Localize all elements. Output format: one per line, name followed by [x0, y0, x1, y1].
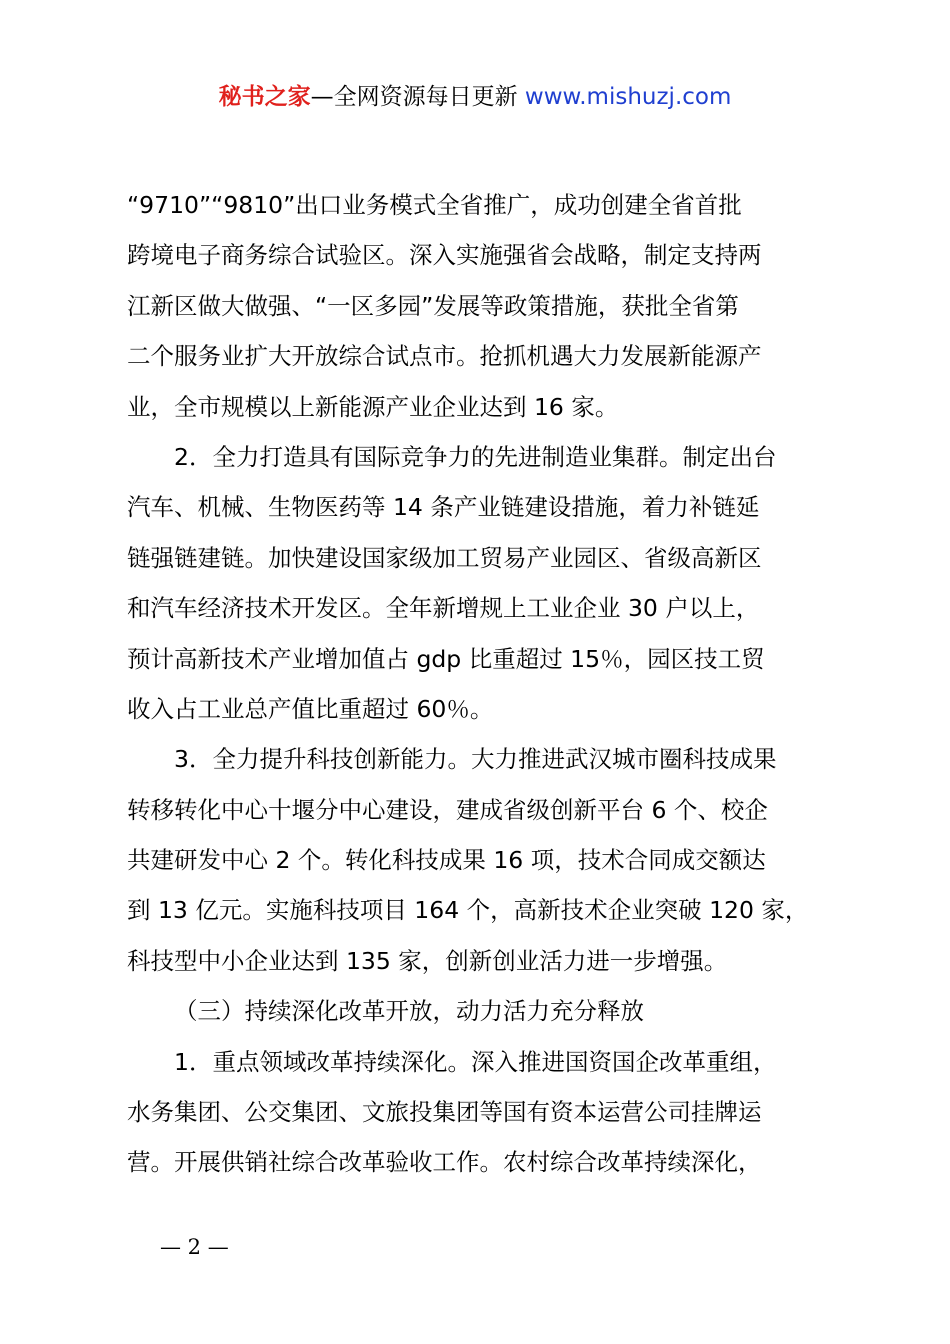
section-item-1-heading: 1．重点领域改革持续深化。深入推进国资国企改革重组， [174, 1047, 777, 1076]
body-line: “9710”“9810”出口业务模式全省推广，成功创建全省首批 [127, 191, 742, 219]
section-item-2-heading: 2．全力打造具有国际竞争力的先进制造业集群。制定出台 [174, 442, 777, 471]
body-line: 二个服务业扩大开放综合试点市。抢抓机遇大力发展新能源产 [127, 342, 762, 371]
site-url[interactable]: www.mishuzj.com [524, 84, 732, 110]
body-line: 汽车、机械、生物医药等 14 条产业链建设措施，着力补链延 [127, 493, 760, 522]
page-number: — 2 — [160, 1235, 229, 1259]
body-line: 预计高新技术产业增加值占 gdp 比重超过 15％，园区技工贸 [127, 644, 765, 673]
body-line: 水务集团、公交集团、文旅投集团等国有资本运营公司挂牌运 [127, 1098, 762, 1127]
body-line: 和汽车经济技术开发区。全年新增规上工业企业 30 户以上， [127, 594, 760, 623]
header-tagline: —全网资源每日更新 [310, 84, 525, 110]
document-body [127, 180, 857, 1188]
section-item-3-heading: 3．全力提升科技创新能力。大力推进武汉城市圈科技成果 [174, 745, 777, 774]
body-line: 跨境电子商务综合试验区。深入实施强省会战略，制定支持两 [127, 241, 762, 270]
section-heading-3: （三）持续深化改革开放，动力活力充分释放 [174, 997, 644, 1026]
body-line: 到 13 亿元。实施科技项目 164 个，高新技术企业突破 120 家， [127, 896, 809, 925]
body-line: 转移转化中心十堰分中心建设，建成省级创新平台 6 个、校企 [127, 795, 768, 824]
body-line: 共建研发中心 2 个。转化科技成果 16 项，技术合同成交额达 [127, 846, 766, 875]
brand-name: 秘书之家 [218, 84, 311, 110]
body-line: 科技型中小企业达到 135 家，创新创业活力进一步增强。 [127, 946, 728, 975]
body-line: 收入占工业总产值比重超过 60％。 [127, 694, 494, 723]
body-line: 链强链建链。加快建设国家级加工贸易产业园区、省级高新区 [127, 543, 762, 572]
page-header [0, 80, 950, 114]
body-line: 营。开展供销社综合改革验收工作。农村综合改革持续深化， [127, 1148, 762, 1177]
body-line: 业，全市规模以上新能源产业企业达到 16 家。 [127, 392, 619, 421]
body-line: 江新区做大做强、“一区多园”发展等政策措施，获批全省第 [127, 291, 739, 320]
